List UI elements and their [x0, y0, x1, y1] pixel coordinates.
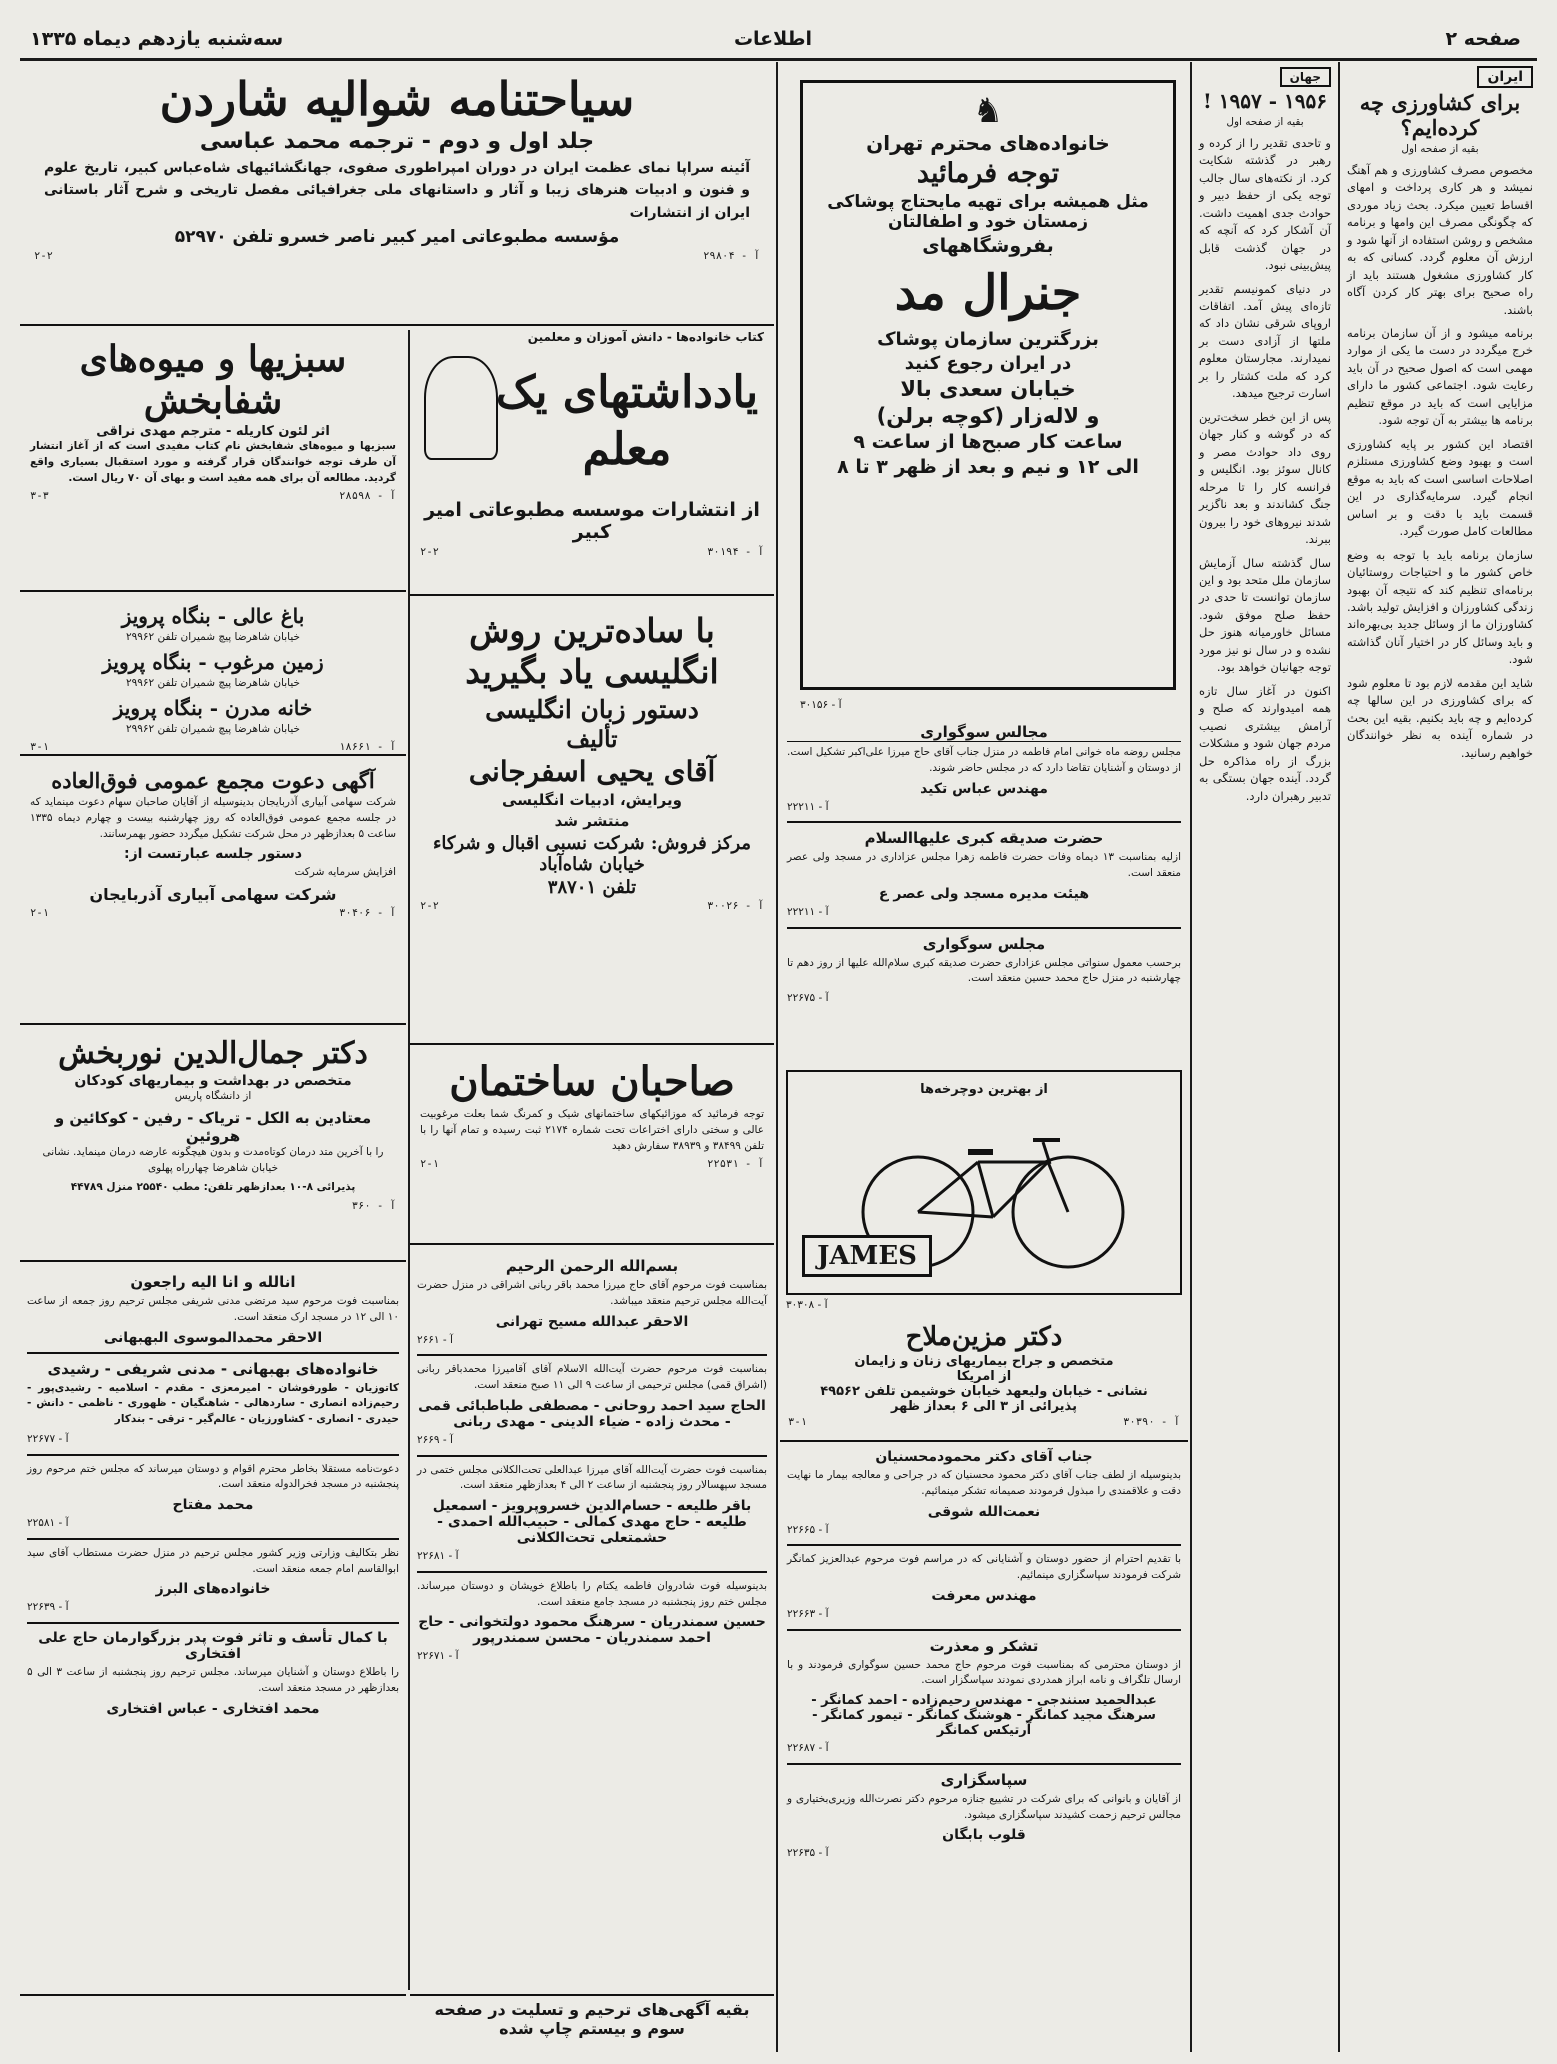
brand-name: جنرال مد [894, 265, 1082, 321]
notice-sign: الحاج سید احمد روحانی - مصطفی طباطبائی قمی - محدث زاده - ضیاء الدینی - مهدی ربانی [418, 1397, 766, 1430]
ad-code: آ - ۲۹۸۰۴ [703, 250, 760, 263]
ad-code: آ - ۳۰۳۰۸ [786, 1299, 828, 1311]
ad-title: آگهی دعوت مجمع عمومی فوق‌العاده [51, 768, 375, 793]
estate-name: خانه مدرن - بنگاه پرویز [113, 695, 313, 720]
notice-title: با کمال تأسف و تاثر فوت پدر بزرگوارمان حاج علی افتخاری [38, 1630, 388, 1662]
teacher-book-ad [410, 326, 774, 596]
ad-publisher: مؤسسه مطبوعاتی امیر کبیر ناصر خسرو تلفن ۵۲۹۷۰ [174, 227, 620, 248]
ad-page: ۲-۱ [420, 1158, 439, 1171]
center-notices-upper [780, 716, 1188, 1046]
notice-text: بمناسبت فوت مرحوم حضرت آیت‌الله الاسلام آقای آقامیرزا محمدباقر ربانی (اشراق قمی) مجلس ترحیمی از ساعت ۹ الی ۱۱ صبح منعقد است. [417, 1363, 767, 1391]
paragraph: مخصوص مصرف کشاورزی و هم آهنگ نمیشد و هر کاری پرداخت و امهای اقساط تعیین میکرد. بحث زیاد موردی که چگونگی مصرف این وامها و برنامه مشخص و روشن استفاده از آنها شود و ارزش آن معلوم گردد. کسانی که به کار کشاورزی مشغول هستند باید از راه صحیح برای بهتر کار کردن آگاه باشند. [1347, 162, 1533, 317]
notice-text: کاتوزیان - طورفوشان - امیرمعزی - مقدم - اسلامیه - رشیدی‌پور - رحیم‌زاده انصاری - ساردهالی - شاهنگیان - ظهوری - ناظمی - دانش - حیدری - انصاری - کشاورزیان - عالم‌گیر - ترقی - بندکار [27, 1381, 399, 1425]
issue-date: سه‌شنبه یازدهم دیماه ۱۳۳۵ [30, 28, 284, 50]
ad-line: از امریکا [956, 1369, 1012, 1384]
notice-sign: نعمت‌الله شوقی [927, 1503, 1041, 1520]
notice-text: از دوستان محترمی که بمناسبت فوت مرحوم حاج محمد حسین سوگواری فرمودند و با ارسال تلگراف و نامه ابراز همدردی نمودند سپاسگزار است. [787, 1658, 1181, 1687]
notice-title: مجلس سوگواری [922, 934, 1046, 953]
notice-sign: حسین سمندریان - سرهنگ محمود دولتخوانی - حاج احمد سمندریان - محسن سمندرپور [418, 1614, 766, 1647]
notice-text: نظر بتکالیف وزارتی وزیر کشور مجلس ترحیم در منزل حضرت مستطاب آقای سید ابوالقاسم امام جمعه منعقد است. [27, 1546, 399, 1575]
ad-line: خانواده‌های محترم تهران [866, 131, 1110, 155]
notice-text: برحسب معمول سنواتی مجلس عزاداری حضرت صدیقه کبری سلام‌الله علیها از روز دهم تا چهارشنبه در منزل حاج محمد حسین منعقد است. [787, 956, 1181, 985]
iran-headline: برای کشاورزی چه کرده‌ایم؟ [1359, 90, 1521, 140]
footer-note [410, 1994, 774, 2052]
estate-ads [20, 596, 406, 756]
ad-code: آ - ۲۸۵۹۸ [339, 490, 396, 503]
ad-title: دکتر جمال‌الدین نوربخش [58, 1036, 368, 1071]
section-tag: جهان [1280, 67, 1331, 87]
vegetables-book-ad [20, 330, 406, 592]
notice-code: آ - ۲۶۶۹ [417, 1433, 453, 1446]
doctor-malah-ad [780, 1318, 1188, 1430]
notice-sign: محمد مفتاح [172, 1497, 254, 1513]
continued-note: بقیه از صفحه اول [1226, 116, 1304, 128]
footer-rule [20, 1994, 406, 2052]
notice-title: خانواده‌های بهبهانی - مدنی شریفی - رشیدی [47, 1359, 379, 1378]
section-tag: ایران [1477, 66, 1533, 88]
ad-page: ۲-۲ [420, 546, 439, 558]
paragraph: شاید این مقدمه لازم بود تا معلوم شود که برای کشاورزی در این سالها چه کرده‌ایم و چه باید بکنیم. بقیه این بحث در شماره آینده به نظر خوانندگان خواهیم رسانید. [1347, 675, 1533, 760]
ad-page: ۲-۲ [420, 899, 439, 912]
chardin-travel-ad [20, 64, 774, 326]
notice-sign: قلوب بابگان [942, 1827, 1026, 1844]
ad-code: آ - ۳۰۱۹۴ [707, 546, 764, 558]
notice-code: آ - ۲۲۵۸۱ [27, 1517, 69, 1529]
notice-sign: محمد افتخاری - عباس افتخاری [106, 1700, 320, 1717]
notice-text: ازلیه بمناسبت ۱۳ دیماه وفات حضرت فاطمه زهرا مجلس عزاداری در مسجد ولی عصر منعقد است. [787, 851, 1181, 879]
general-mode-ad [800, 80, 1176, 690]
ad-page: ۳-۱ [788, 1416, 807, 1428]
building-owners-ad [410, 1050, 774, 1245]
ad-line: معتادین به الکل - تریاک - رفین - کوکائین و هروئین [54, 1108, 372, 1145]
notice-sign: خانواده‌های البرز [155, 1581, 271, 1598]
ad-publisher: از انتشارات موسسه مطبوعاتی امیر کبیر [424, 499, 760, 543]
ad-line: تألیف [566, 725, 618, 753]
notice-code: آ - ۲۲۶۸۱ [417, 1550, 459, 1562]
teacher-caricature-icon [424, 356, 498, 460]
ad-sale: مرکز فروش: شرکت نسبی اقبال و شرکاء خیابان شاه‌آباد [432, 832, 752, 875]
ad-code: آ - ۳۰۱۵۶ [800, 699, 842, 711]
notice-title: جناب آقای دکتر محمودمحسنیان [875, 1449, 1093, 1465]
notice-text: بمناسبت فوت مرحوم آقای حاج میرزا محمد باقر ربانی اشراقی در منزل حضرت آیت‌الله مجلس ترحیم منعقد میباشد. [417, 1279, 767, 1307]
ad-agenda: دستور جلسه عبارتست از: [123, 846, 303, 863]
notice-sign: باقر طلیعه - حسام‌الدین خسروپرویز - اسمعیل طلیعه - حاج مهدی کمالی - حبیب‌الله احمدی - حشمتعلی تحت‌الکلانی [432, 1498, 752, 1546]
ad-title: یادداشتهای یک معلم [495, 367, 759, 476]
ad-text: توجه فرمائید که موزائیکهای ساختمانهای شیک و کمرنگ شما بعلت مرغوبیت عالی و سختی دارای اختراعات تحت شماره ۲۱۷۴ ثبت رسیده و تمام آنها را با تلفن ۳۸۴۹۹ و ۳۸۹۳۹ سفارش دهید [420, 1108, 764, 1152]
ad-line: الی ۱۲ و نیم و بعد از ظهر ۳ تا ۸ [837, 456, 1139, 478]
paragraph: برنامه میشود و از آن سازمان برنامه خرج میگردد در دست ما یکی از موارد مهمی است که اصول صحیح در آن باید رعایت شود. اجتماعی کشور ما دارای مزایایی است که باید در موقع تنظیم برنامه ها بیشتر به آن توجه شود. [1347, 325, 1533, 428]
notice-text: با تقدیم احترام از حضور دوستان و آشنایانی که در مراسم فوت مرحوم عبدالعزیز کمانگر شرکت فرمودند سپاسگزاری مینمائیم. [787, 1553, 1181, 1581]
notice-title: سپاسگزاری [940, 1770, 1028, 1789]
ad-text: شرکت سهامی آبیاری آذربایجان بدینوسیله از آقایان صاحبان سهام دعوت مینماید که در جلسه مجمع عمومی فوق‌العاده که روز چهارشنبه بیست و چهارم دیماه ۱۳۳۵ ساعت ۵ بعدازظهر در محل شرکت تشکیل میگردد حضور بهمرسانند. [30, 796, 396, 840]
ad-author: اثر لئون کاریله - مترجم مهدی نراقی [96, 424, 330, 439]
ad-top-line: کتاب خانواده‌ها - دانش آموزان و معلمین [527, 330, 764, 344]
ad-title: صاحبان ساختمان [449, 1058, 735, 1105]
paragraph: سازمان برنامه باید با توجه به وضع خاص کشور ما و احتیاجات روستائیان برنامه‌ای تنظیم کند که نتیجه آن بهبود زندگی کشاورزان و افزایش تولید باشد. کشاورزان ما از وسائل جدید بی‌بهره‌اند و باید وسائل کار در اختیار آنان گذاشته شود. [1347, 547, 1533, 667]
notice-sign: عبدالحمید سنندجی - مهندس رحیم‌زاده - احمد کمانگر - سرهنگ مجید کمانگر - هوشنگ کمانگر - تیمور کمانگر - آرتیکس کمانگر [811, 1693, 1157, 1738]
ad-line: منتشر شد [554, 811, 630, 830]
paragraph: پس از این خطر سخت‌ترین که در گوشه و کنار جهان روی داد حوادث مصر و کانال سوئز بود. انگلیس و فرانسه کار را تا مرحله جنگ کشاندند و بعد ناگزیر شدند نیروهای خود را بیرون ببرند. [1199, 409, 1331, 547]
notice-text: بدینوسیله فوت شادروان فاطمه یکتام را باطلاع خویشان و دوستان میرساند. مجلس ختم روز پنجشنبه در مسجد جامع منعقد است. [417, 1579, 767, 1608]
lion-emblem: ♞ [972, 91, 1004, 131]
notice-sign: الاحقر عبدالله مسیح تهرانی [495, 1313, 689, 1330]
estate-name: زمین مرغوب - بنگاه پرویز [102, 649, 324, 674]
paragraph: در دنیای کمونیسم تقدیر تازه‌ای پیش آمد. اتفاقات اروپای شرقی نشان داد که ملتها از آزادی دست بر نمیدارند. مجارستان معلوم کرد که ملت کشتار را بر اسارت ترجیح میدهد. [1199, 281, 1331, 401]
ad-author: آقای یحیی اسفرجانی [468, 754, 716, 788]
ad-company: شرکت سهامی آبیاری آذربایجان [89, 885, 337, 904]
english-book-ad [410, 600, 774, 1045]
ad-title: با ساده‌ترین روش انگلیسی یاد بگیرید [465, 611, 719, 692]
estate-name: باغ عالی - بنگاه پرویز [121, 604, 305, 628]
notice-code: آ - ۲۲۶۷۱ [417, 1650, 459, 1663]
ad-code: آ - ۳۰۴۰۶ [339, 907, 396, 919]
estate-address: خیابان شاهرضا پیچ شمیران تلفن ۲۹۹۶۲ [125, 631, 301, 643]
notice-code: آ - ۲۲۶۳۵ [787, 1847, 829, 1860]
ad-line: ویرایش، ادبیات انگلیسی [502, 790, 682, 809]
notice-code: آ - ۲۲۲۱۱ [787, 905, 829, 918]
continued-note: بقیه از صفحه اول [1401, 143, 1479, 155]
column-rule [776, 62, 778, 2052]
ad-line: توجه فرمائید [916, 158, 1060, 189]
ad-title: سبزیها و میوه‌های شفابخش [79, 338, 347, 422]
paragraph: اکنون در آغاز سال تازه همه امیدوارند که صلح و آرامش بیشتری نصیب مردم جهان شود و مشکلات بزرگ از راه مذاکره حل گردد. آینده جهان بستگی به تدبیر رهبران دارد. [1199, 683, 1331, 803]
footer-line: بقیه آگهی‌های ترحیم و تسلیت در صفحه [434, 2000, 750, 2019]
ad-slogan: از بهترین دوچرخه‌ها [920, 1082, 1048, 1097]
ad-line: متخصص در بهداشت و بیماریهای کودکان [74, 1073, 352, 1089]
ad-line: از دانشگاه پاریس [174, 1090, 252, 1102]
notice-text: بمناسبت فوت حضرت آیت‌الله آقای میرزا عبدالعلی تحت‌الکلانی مجلس ختمی در مسجد سپهسالار روز پنجشنبه از ساعت ۲ الی ۴ بعدازظهر منعقد است. [417, 1463, 767, 1492]
notice-text: بدینوسیله از لطف جناب آقای دکتر محمود محسنیان که در جراحی و معالجه بیمار ما نهایت دقت و علاقمندی را مبذول فرمودند صمیمانه تشکر مینمائیم. [787, 1469, 1181, 1497]
notice-title: بسم‌الله الرحمن الرحیم [505, 1257, 679, 1275]
ad-code: آ - ۲۲۵۳۱ [707, 1158, 764, 1171]
iran-column [1340, 62, 1540, 2052]
notice-code: آ - ۲۶۶۱ [417, 1333, 453, 1346]
notice-text: را باطلاع دوستان و آشنایان میرساند. مجلس ترحیم روز پنجشنبه از ساعت ۳ الی ۵ بعدازظهر در مسجد منعقد است. [27, 1666, 399, 1694]
notice-text: از آقایان و بانوانی که برای شرکت در تشییع جنازه مرحوم دکتر نصرت‌الله وزیری‌بختیاری و مجالس ترحیم زحمت کشیدند سپاسگزاری میشود. [787, 1792, 1181, 1821]
ad-line: نشانی - خیابان ولیعهد خیابان خوشیمن تلفن ۴۹۵۶۲ [820, 1384, 1148, 1399]
ad-code: آ - ۱۸۶۶۱ [339, 741, 396, 754]
notice-title: انالله و انا الیه راجعون [130, 1273, 296, 1291]
ad-line: ساعت کار صبح‌ها از ساعت ۹ [853, 431, 1123, 453]
paragraph: سال گذشته سال آزمایش سازمان ملل متحد بود و این سازمان توانست تا حدی در حفظ صلح موفق شود. مسائل خاورمیانه هنوز حل نشده و در سال نو نیز مورد توجه جهانیان خواهد بود. [1199, 555, 1331, 675]
ad-subtitle: جلد اول و دوم - ترجمه محمد عباسی [199, 129, 595, 154]
left-notices [410, 1250, 774, 1990]
notice-code: آ - ۲۲۶۳۹ [27, 1601, 69, 1614]
page-number: صفحه ۲ [1445, 28, 1521, 50]
ad-text: آئینه سراپا نمای عظمت ایران در دوران امپراطوری صفوی، جهانگشائیهای شاه‌عباس کبیر، تاریخ علوم و فنون و ادبیات هنرهای زیبا و آثار و داستانهای ملی جغرافیائی مفصل تاریخی و شرح آثار باستانی ایران از انتشارات [44, 160, 750, 221]
ad-line: و لاله‌زار (کوچه برلن) [876, 404, 1100, 428]
notice-code: آ - ۲۲۶۷۷ [27, 1432, 69, 1445]
james-bicycle-ad [786, 1070, 1182, 1295]
estate-address: خیابان شاهرضا پیچ شمیران تلفن ۲۹۹۶۲ [125, 676, 301, 689]
ad-code: آ - ۳۶۰ [351, 1200, 396, 1212]
notice-title: حضرت صدیقه کبری علیهاالسلام [864, 829, 1104, 848]
notice-code: آ - ۲۲۶۷۵ [787, 992, 829, 1004]
ad-line: مثل همیشه برای تهیه مایحتاج پوشاکی زمستان خود و اطفالتان [827, 192, 1149, 232]
ad-line: در ایران رجوع کنید [904, 353, 1072, 374]
meeting-notice-ad [20, 760, 406, 1025]
ad-line: پذیرائی از ۳ الی ۶ بعداز ظهر [891, 1399, 1077, 1414]
notice-code: آ - ۲۲۶۶۳ [787, 1607, 829, 1620]
ad-page: ۳-۳ [30, 490, 49, 503]
paper-name: اطلاعات [733, 28, 812, 50]
notice-text: بمناسبت فوت مرحوم سید مرتضی مدنی شریفی مجلس ترحیم روز جمعه از ساعت ۱۰ الی ۱۲ در مسجد ارک منعقد است. [27, 1295, 399, 1323]
ad-code: آ - ۳۰۰۲۶ [707, 899, 764, 912]
world-headline: ۱۹۵۶ - ۱۹۵۷ ! [1203, 89, 1327, 113]
ad-page: ۳-۱ [30, 741, 49, 754]
ad-text: سبزیها و میوه‌های شفابخش نام کتاب مفیدی است که از آغاز انتشار آن طرف توجه خوانندگان قرار گرفته و مورد استقبال بسیاری واقع گردید. مطالعه آن برای همه مفید است و بهای آن ۷۰ ریال است. [30, 440, 396, 484]
ad-title: دکتر مزین‌ملاح [905, 1322, 1063, 1352]
notice-title: تشکر و معذرت [929, 1636, 1039, 1655]
ad-agenda-item: افزایش سرمایه شرکت [294, 866, 396, 879]
ad-page: ۲-۱ [30, 907, 49, 919]
ad-line: خیابان سعدی بالا [900, 377, 1076, 401]
ad-hours: پذیرائی ۸-۱۰ بعدازظهر تلفن: مطب ۲۵۵۴۰ منزل ۴۴۷۸۹ [70, 1181, 356, 1194]
doctor-nourbakhsh-ad [20, 1030, 406, 1262]
center-notices-lower [780, 1440, 1188, 2050]
ad-text: را با آخرین متد درمان کوتاه‌مدت و بدون هیچگونه عارضه درمان مینماید. نشانی خیابان شاهرضا چهارراه پهلوی [42, 1145, 384, 1174]
masthead-rule [20, 58, 1537, 61]
notice-title: مجالس سوگواری [787, 723, 1181, 742]
brand-logo: JAMES [802, 1235, 932, 1277]
ad-frame [800, 80, 1176, 690]
ad-line: بزرگترین سازمان پوشاک [877, 329, 1099, 350]
paragraph: و تاحدی تقدیر را از کرده و رهبر در گذشته شکایت کرد. از نکته‌های سال جالب توجه یکی از حفظ دبیر و حوادث جدی اهمیت داشت. آن آشکار کرد که آنچه که در جهان گذشت قابل پیش‌بینی نبود. [1199, 135, 1331, 273]
ad-line: دستور زبان انگلیسی [485, 694, 699, 724]
paragraph: اقتصاد این کشور بر پایه کشاورزی است و بهبود وضع کشاورزی مستلزم اصلاحات اساسی است که باید به موقع انجام گیرد. سرمایه‌گذاری در این قسمت باید با دقت و بر اساس مطالعات کامل صورت گیرد. [1347, 436, 1533, 539]
notice-sign: الاحقر محمدالموسوی البهبهانی [103, 1329, 323, 1346]
notice-code: آ - ۲۲۲۱۱ [787, 800, 829, 813]
notice-code: آ - ۲۲۶۸۷ [787, 1742, 829, 1754]
notice-sign: هیئت مدیره مسجد ولی عصر ع [878, 885, 1090, 902]
estate-address: خیابان شاهرضا پیچ شمیران تلفن ۲۹۹۶۲ [125, 722, 301, 735]
ad-page: ۲-۲ [34, 250, 53, 263]
notice-code: آ - ۲۲۶۶۵ [787, 1523, 829, 1536]
world-column [1192, 62, 1338, 2052]
ad-phone: تلفن ۳۸۷۰۱ [547, 876, 637, 898]
ad-code: آ - ۳۰۳۹۰ [1123, 1416, 1180, 1428]
ad-line: بفروشگاههای [922, 235, 1054, 257]
notice-sign: مهندس معرفت [931, 1587, 1037, 1604]
ad-title: سیاحتنامه شوالیه شاردن [159, 72, 635, 126]
notice-text: دعوت‌نامه مستقلا بخاطر محترم اقوام و دوستان میرساند که مجلس ختم مرحوم روز پنجشنبه در مسجد فخرالدوله منعقد است. [27, 1462, 399, 1491]
notice-text: مجلس روضه ماه خوانی امام فاطمه در منزل جناب آقای حاج میرزا علی‌اکبر تشکیل است. از دوستان و آشنایان تقاضا دارد که در مجلس حاضر شوند. [787, 746, 1181, 774]
footer-line: سوم و بیستم چاپ شده [499, 2019, 685, 2038]
notice-sign: مهندس عباس تکید [920, 780, 1048, 797]
mid-notices [20, 1266, 406, 1996]
ad-line: متخصص و جراح بیماریهای زنان و زایمان [854, 1354, 1114, 1369]
